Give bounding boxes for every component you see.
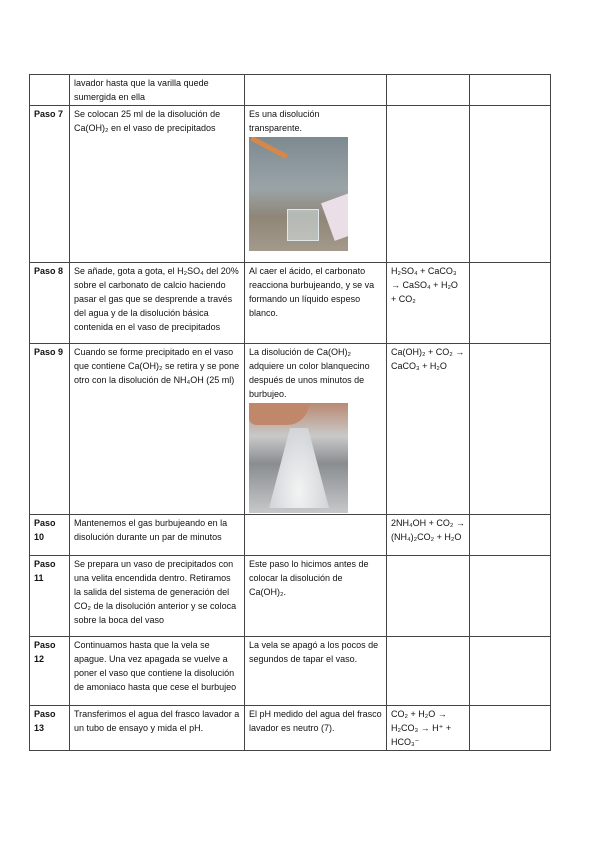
table-row <box>30 263 551 344</box>
table-row <box>30 75 551 106</box>
reaction-cell: CO₂ + H₂O → H₂CO₃ → H⁺ + HCO₃⁻ <box>387 706 470 751</box>
table-row <box>30 515 551 556</box>
procedure-cell: lavador hasta que la varilla quede sumergida en ella <box>70 75 245 106</box>
step-cell <box>30 75 70 106</box>
observation-cell <box>245 515 387 556</box>
reaction-cell: 2NH₄OH + CO₂ → (NH₄)₂CO₂ + H₂O <box>387 515 470 556</box>
observation-text: La disolución de Ca(OH)₂ adquiere un color blanquecino después de unos minutos de burbujeo. <box>249 347 370 399</box>
extra-cell <box>470 706 551 751</box>
observation-text: Es una disolución transparente. <box>249 109 320 133</box>
step-cell: Paso 13 <box>30 706 70 751</box>
extra-cell <box>470 106 551 263</box>
table-row <box>30 637 551 706</box>
extra-cell <box>470 75 551 106</box>
observation-cell <box>245 344 387 515</box>
extra-cell <box>470 263 551 344</box>
procedure-cell: Mantenemos el gas burbujeando en la disolución durante un par de minutos <box>70 515 245 556</box>
table-row <box>30 344 551 515</box>
step-cell: Paso 12 <box>30 637 70 706</box>
procedure-cell: Se añade, gota a gota, el H₂SO₄ del 20% sobre el carbonato de calcio haciendo pasar el gas que se desprende a través del agua y de la disolución básica contenida en el vaso de precipitados <box>70 263 245 344</box>
reaction-cell: Ca(OH)₂ + CO₂ → CaCO₃ + H₂O <box>387 344 470 515</box>
step-cell: Paso 7 <box>30 106 70 263</box>
flask-photo <box>249 403 348 513</box>
reaction-cell <box>387 637 470 706</box>
beaker-photo <box>249 137 348 251</box>
step-cell: Paso 9 <box>30 344 70 515</box>
procedure-cell: Se colocan 25 ml de la disolución de Ca(OH)₂ en el vaso de precipitados <box>70 106 245 263</box>
procedure-cell: Transferimos el agua del frasco lavador a un tubo de ensayo y mida el pH. <box>70 706 245 751</box>
extra-cell <box>470 515 551 556</box>
table-row <box>30 706 551 751</box>
reaction-cell <box>387 556 470 637</box>
observation-cell: La vela se apagó a los pocos de segundos de tapar el vaso. <box>245 637 387 706</box>
procedure-cell: Continuamos hasta que la vela se apague. Una vez apagada se vuelve a poner el vaso que contiene la disolución de amoniaco hasta que cese el burbujeo <box>70 637 245 706</box>
procedure-cell: Se prepara un vaso de precipitados con una velita encendida dentro. Retiramos la salida del sistema de generación del CO₂ de la disolución anterior y se coloca sobre la boca del vaso <box>70 556 245 637</box>
step-cell: Paso 11 <box>30 556 70 637</box>
observation-cell: Este paso lo hicimos antes de colocar la disolución de Ca(OH)₂. <box>245 556 387 637</box>
table-row <box>30 556 551 637</box>
procedure-cell: Cuando se forme precipitado en el vaso que contiene Ca(OH)₂ se retira y se pone otro con la disolución de NH₄OH (25 ml) <box>70 344 245 515</box>
step-cell: Paso 8 <box>30 263 70 344</box>
extra-cell <box>470 556 551 637</box>
reaction-cell <box>387 75 470 106</box>
step-cell: Paso 10 <box>30 515 70 556</box>
observation-cell: Al caer el ácido, el carbonato reacciona burbujeando, y se va formando un líquido espeso blanco. <box>245 263 387 344</box>
procedure-table <box>29 74 551 751</box>
observation-cell <box>245 75 387 106</box>
extra-cell <box>470 344 551 515</box>
reaction-cell: H₂SO₄ + CaCO₃ → CaSO₄ + H₂O + CO₂ <box>387 263 470 344</box>
extra-cell <box>470 637 551 706</box>
table-row <box>30 106 551 263</box>
observation-cell: El pH medido del agua del frasco lavador es neutro (7). <box>245 706 387 751</box>
reaction-cell <box>387 106 470 263</box>
observation-cell <box>245 106 387 263</box>
